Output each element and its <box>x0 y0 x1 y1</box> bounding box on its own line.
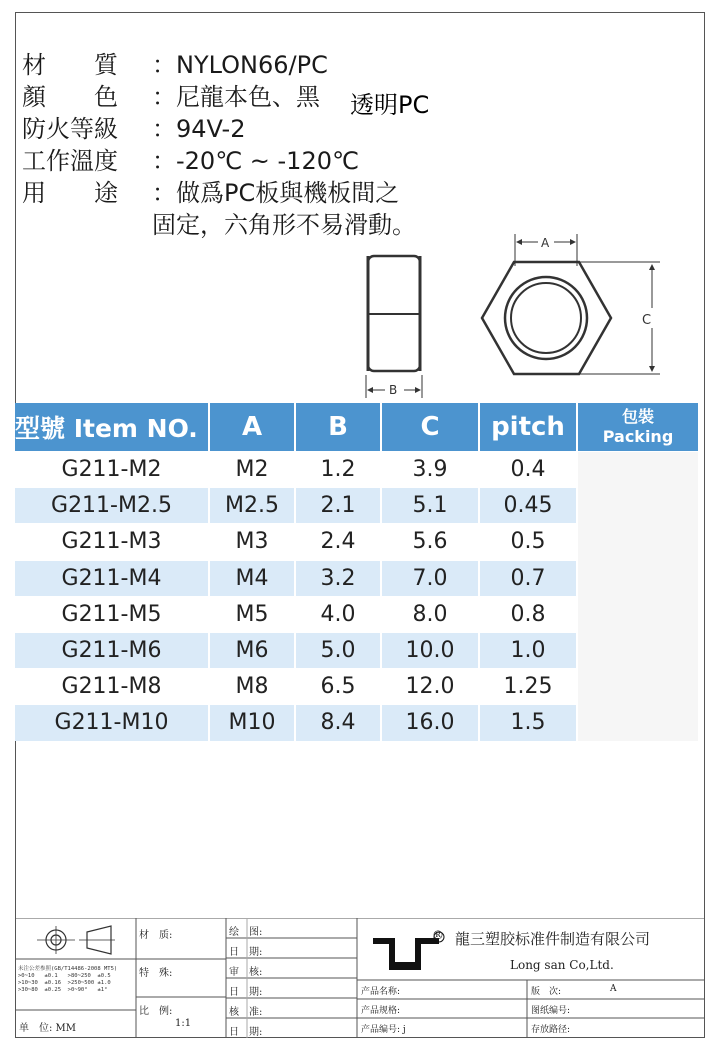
header-pitch: pitch <box>480 403 578 451</box>
approve-label: 核 准: <box>229 1007 263 1018</box>
cell-c: 12.0 <box>382 668 480 704</box>
tolerance-note <box>18 966 117 994</box>
cell-item: G211-M10 <box>15 704 210 740</box>
scale-label: 比 例: <box>139 1006 173 1017</box>
cell-a: M2 <box>210 451 296 487</box>
cell-c: 16.0 <box>382 704 480 740</box>
cell-pitch: 0.7 <box>480 560 578 596</box>
special-label: 特 殊: <box>139 968 173 979</box>
cell-pitch: 0.45 <box>480 487 578 523</box>
company-name-zh: 龍三塑胶标准件制造有限公司 <box>455 930 651 948</box>
registered-mark: ® <box>432 928 444 942</box>
dimension-c-label: C <box>642 313 652 328</box>
cell-a: M8 <box>210 668 296 704</box>
cell-c: 10.0 <box>382 632 480 668</box>
product-spec-label: 产品规格: <box>361 1006 401 1016</box>
cell-item: G211-M8 <box>15 668 210 704</box>
side-view <box>368 256 420 371</box>
drawing-no-label: 图纸编号: <box>531 1006 571 1016</box>
cell-pitch: 1.5 <box>480 704 578 740</box>
cell-b: 8.4 <box>296 704 382 740</box>
spec-colon: ： <box>152 83 176 111</box>
cell-b: 2.1 <box>296 487 382 523</box>
date-label: 日 期: <box>229 1027 263 1038</box>
spec-value: 94V-2 <box>176 115 246 143</box>
cell-item: G211-M5 <box>15 596 210 632</box>
cell-c: 8.0 <box>382 596 480 632</box>
draw-label: 绘 图: <box>229 927 263 938</box>
table-header-row <box>15 403 698 451</box>
spec-table-wrap <box>15 403 698 736</box>
cell-b: 1.2 <box>296 451 382 487</box>
spec-material <box>22 50 328 81</box>
cell-b: 3.2 <box>296 560 382 596</box>
header-packing-en: Packing <box>602 427 674 446</box>
spec-label: 用 途 <box>22 179 118 207</box>
tolerance-title: 未注公差参照(GB/T14486-2008 MT5) <box>18 966 118 972</box>
product-no-label: 产品编号: j <box>361 1025 406 1035</box>
spec-label: 防火等級 <box>22 115 118 143</box>
spec-value: 做爲PC板與機板間之 <box>176 179 400 207</box>
cell-item: G211-M4 <box>15 560 210 596</box>
spec-label: 材 質 <box>22 51 118 79</box>
cell-item: G211-M6 <box>15 632 210 668</box>
tolerance-line: >0~10 ±0.1 >80~250 ±0.5 <box>18 973 111 979</box>
cell-c: 5.1 <box>382 487 480 523</box>
spec-table <box>15 403 698 741</box>
cell-packing <box>578 451 698 741</box>
header-packing <box>578 403 698 451</box>
date-label: 日 期: <box>229 987 263 998</box>
cell-b: 4.0 <box>296 596 382 632</box>
spec-label: 工作溫度 <box>22 147 118 175</box>
review-label: 审 核: <box>229 967 263 978</box>
header-item-no: 型號 Item NO. <box>15 403 210 451</box>
cell-b: 6.5 <box>296 668 382 704</box>
cell-item: G211-M2 <box>15 451 210 487</box>
version-value: A <box>610 984 617 994</box>
color-extra-note: 透明PC <box>350 91 430 119</box>
spec-label: 顏 色 <box>22 83 118 111</box>
header-packing-zh: 包裝 <box>621 407 654 426</box>
cell-pitch: 0.8 <box>480 596 578 632</box>
tolerance-line: >10~30 ±0.16 >250~500 ±1.0 <box>18 980 111 986</box>
header-b: B <box>296 403 382 451</box>
header-c: C <box>382 403 480 451</box>
version-label: 版 次: <box>531 987 562 997</box>
cell-c: 7.0 <box>382 560 480 596</box>
cell-pitch: 0.4 <box>480 451 578 487</box>
cell-item: G211-M2.5 <box>15 487 210 523</box>
spec-color <box>22 82 320 113</box>
cell-a: M6 <box>210 632 296 668</box>
spec-usage <box>22 178 399 209</box>
spec-flammability <box>22 114 245 145</box>
spec-value: 固定，六角形不易滑動。 <box>152 211 416 239</box>
front-view <box>482 262 611 374</box>
company-name-en: Long san Co,Ltd. <box>510 958 614 972</box>
storage-path-label: 存放路径: <box>531 1025 571 1035</box>
cell-a: M10 <box>210 704 296 740</box>
cell-b: 5.0 <box>296 632 382 668</box>
cell-a: M2.5 <box>210 487 296 523</box>
spec-colon: ： <box>152 179 176 207</box>
title-block <box>15 918 705 1038</box>
dimension-b-label: B <box>389 383 398 397</box>
cell-pitch: 1.0 <box>480 632 578 668</box>
dimension-a-label: A <box>541 236 550 250</box>
projection-symbol <box>37 926 115 954</box>
material-label: 材 质: <box>139 930 173 941</box>
date-label: 日 期: <box>229 947 263 958</box>
table-row <box>15 451 698 487</box>
spec-value: NYLON66/PC <box>176 51 328 79</box>
product-name-label: 产品名称: <box>361 987 401 997</box>
header-a: A <box>210 403 296 451</box>
spec-colon: ： <box>152 51 176 79</box>
spec-value: -20℃ ~ -120℃ <box>176 147 359 175</box>
spec-value: 尼龍本色、黑 <box>176 83 320 111</box>
cell-a: M3 <box>210 523 296 559</box>
cell-c: 5.6 <box>382 523 480 559</box>
scale-value: 1:1 <box>175 1018 192 1029</box>
cell-a: M5 <box>210 596 296 632</box>
cell-c: 3.9 <box>382 451 480 487</box>
cell-b: 2.4 <box>296 523 382 559</box>
cell-pitch: 1.25 <box>480 668 578 704</box>
unit-label: 单 位: MM <box>19 1023 77 1034</box>
cell-item: G211-M3 <box>15 523 210 559</box>
spec-colon: ： <box>152 147 176 175</box>
cell-a: M4 <box>210 560 296 596</box>
nut-drawing <box>340 228 680 403</box>
cell-pitch: 0.5 <box>480 523 578 559</box>
spec-colon: ： <box>152 115 176 143</box>
spec-temperature <box>22 146 359 177</box>
tolerance-line: >30~80 ±0.25 >0~90° ±1° <box>18 987 108 993</box>
